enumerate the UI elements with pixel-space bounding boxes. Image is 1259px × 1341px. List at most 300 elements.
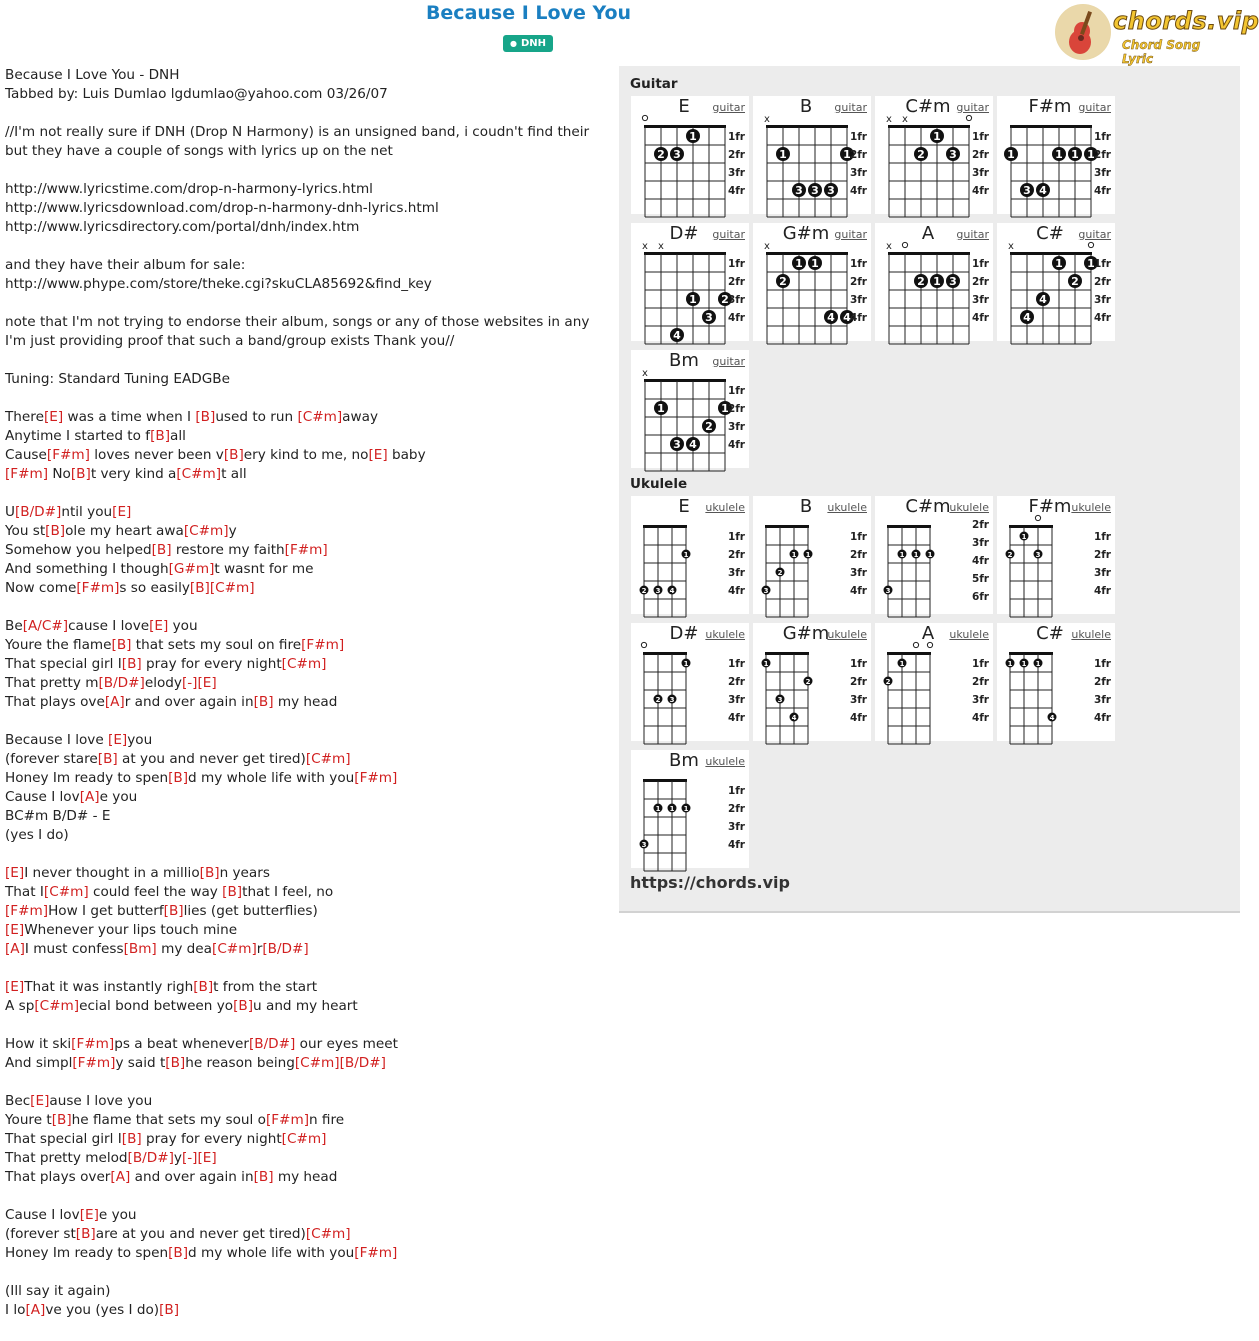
lyric-line: Because I Love You - DNH [5,67,180,83]
lyric-line: That plays over[A] and over again in[B] my head [5,1169,338,1185]
lyric-line: Youre the flame[B] that sets my soul on fire[F#m] [5,637,345,653]
finger-dot [884,586,893,596]
chord-link[interactable]: [A] [5,941,25,957]
person-icon: ● [509,39,517,48]
svg-text:3: 3 [673,148,681,161]
instrument-link[interactable]: ukulele [1071,628,1111,641]
lyric-line: [E]That it was instantly righ[B]t from the start [5,979,318,995]
instrument-link[interactable]: ukulele [705,628,745,641]
svg-text:1: 1 [657,402,665,415]
chord-link[interactable]: [B] [193,979,214,995]
lyric-line [5,484,610,503]
instrument-link[interactable]: ukulele [827,501,867,514]
chord-link[interactable]: [F#m] [76,580,120,596]
chord-name: A [921,223,935,244]
fret-label: 2fr [1093,149,1111,161]
fret-label: 4fr [971,555,989,567]
chord-link[interactable]: [B] [168,1245,189,1261]
chord-name: G#m [782,623,830,644]
finger-dot [1052,256,1066,270]
chord-link[interactable]: [C#m] [34,998,80,1014]
svg-text:4: 4 [1023,311,1031,324]
fret-label: 3fr [1093,294,1111,306]
lyric-line: (forever stare[B] at you and never get tired)[C#m] [5,751,351,767]
fret-label: 2fr [849,276,867,288]
finger-dot [790,550,799,560]
fret-label: 3fr [849,294,867,306]
svg-text:2: 2 [705,420,713,433]
svg-text:2: 2 [641,587,647,595]
muted-string-marker: x [886,114,892,125]
fret-label: 2fr [971,519,989,531]
finger-dot [682,659,691,669]
chord-link[interactable]: [B] [195,409,216,425]
fret-label: 1fr [849,258,867,270]
chord-name: D# [669,623,699,644]
finger-dot [804,677,813,687]
muted-string-marker: x [886,241,892,252]
chord-diagram-ukulele[interactable] [875,496,993,614]
lyric-line: U[B/D#]ntil you[E] [5,504,132,520]
svg-text:1: 1 [811,257,819,270]
svg-text:1: 1 [1007,148,1015,161]
chord-link[interactable]: [E] [79,1207,99,1223]
lyric-line: Cause[F#m] loves never been v[B]ery kind to me, no[E] baby [5,447,426,463]
svg-text:2: 2 [1071,275,1079,288]
chord-link[interactable]: [B] [70,466,91,482]
chord-link[interactable]: [C#m] [212,941,257,957]
fret-label: 2fr [971,149,989,161]
finger-dot [1006,659,1015,669]
lyric-line [5,1016,610,1035]
lyric-line: Somehow you helped[B] restore my faith[F#m] [5,542,328,558]
chord-diagram-ukulele[interactable] [631,496,749,614]
svg-text:4: 4 [843,311,851,324]
fret-label: 2fr [971,276,989,288]
chord-diagram-ukulele[interactable] [631,750,749,868]
svg-text:1: 1 [805,551,811,559]
chord-link[interactable]: [C#m] [176,466,222,482]
fret-label: 1fr [1093,258,1111,270]
chord-link[interactable]: [B] [97,751,118,767]
muted-string-marker: x [764,241,770,252]
chord-link[interactable]: [E] [149,618,169,634]
svg-text:2: 2 [1007,551,1013,559]
chord-link[interactable]: [B/D#] [98,675,145,691]
instrument-link[interactable]: guitar [956,228,989,241]
chord-link[interactable]: [C#m] [43,884,89,900]
lyric-line: http://www.lyricsdirectory.com/portal/dnh/index.htm [5,219,360,235]
svg-text:1: 1 [683,551,689,559]
chord-diagram-guitar[interactable] [631,96,749,214]
chord-name: Bm [669,350,699,371]
finger-dot [1034,659,1043,669]
lyric-line: Be[A/C#]cause I love[E] you [5,618,198,634]
chord-diagram-guitar[interactable] [753,223,871,341]
instrument-link[interactable]: guitar [1078,101,1111,114]
lyric-line: Bec[E]ause I love you [5,1093,153,1109]
artist-badge[interactable] [503,35,553,52]
chord-link[interactable]: [F#m] [72,1055,116,1071]
fret-label: 2fr [849,149,867,161]
chord-link[interactable]: [C#m] [281,1131,327,1147]
chord-link[interactable]: [C#m] [294,1055,340,1071]
artist-name: DNH [520,38,547,49]
fret-label: 1fr [727,385,745,397]
finger-dot [1036,292,1050,306]
finger-dot [654,401,668,415]
finger-dot [686,129,700,143]
muted-string-marker: x [1008,241,1014,252]
fret-label: 3fr [727,294,745,306]
finger-dot [702,310,716,324]
lyric-line: There[E] was a time when I [B]used to run [C#m]away [5,409,378,425]
lyric-line [5,351,610,370]
lyric-line: That special girl I[B] pray for every night[C#m] [5,656,327,672]
fret-label: 3fr [1093,167,1111,179]
svg-text:1: 1 [1071,148,1079,161]
chord-link[interactable]: [E] [108,732,128,748]
fret-label: 1fr [727,531,745,543]
chord-link[interactable]: [B/D#] [14,504,62,520]
fret-label: 2fr [1093,676,1111,688]
svg-text:1: 1 [779,148,787,161]
chord-link[interactable]: [F#m] [301,637,345,653]
finger-dot [682,804,691,814]
fret-label: 2fr [849,549,867,561]
finger-dot [790,713,799,723]
chord-diagram-guitar[interactable] [631,223,749,341]
chord-link[interactable]: [E] [5,979,25,995]
chord-link[interactable]: [F#m] [284,542,328,558]
svg-text:1: 1 [721,402,729,415]
chord-link[interactable]: [B] [151,542,172,558]
guitar-heading: Guitar [630,76,678,92]
chord-diagram-guitar[interactable] [753,96,871,214]
fret-label: 2fr [1093,549,1111,561]
instrument-link[interactable]: guitar [956,101,989,114]
chord-link[interactable]: [B] [199,865,220,881]
finger-dot [776,568,785,578]
svg-text:3: 3 [777,696,783,704]
finger-dot [776,695,785,705]
fret-label: 5fr [971,573,989,585]
muted-string-marker: x [642,368,648,379]
chord-link[interactable]: [Bm] [123,941,157,957]
guitar-logo-icon [1055,4,1111,60]
chord-link[interactable]: [E] [197,1150,217,1166]
lyric-line [5,161,610,180]
fret-label: 4fr [1093,585,1111,597]
song-title: Because I Love You [425,2,632,24]
svg-text:3: 3 [885,587,891,595]
finger-dot [1048,713,1057,723]
chord-link[interactable]: [C#m] [305,751,351,767]
fret-label: 4fr [971,312,989,324]
lyric-line: http://www.lyricsdownload.com/drop-n-harmony-dnh-lyrics.html [5,200,439,216]
svg-text:3: 3 [949,148,957,161]
finger-dot [804,550,813,560]
chord-link[interactable]: [B] [189,580,210,596]
fret-label: 3fr [727,167,745,179]
chord-diagram-guitar[interactable] [875,223,993,341]
chord-diagram-guitar[interactable] [997,96,1115,214]
site-logo[interactable] [1055,4,1259,66]
chord-link[interactable]: [F#m] [5,466,49,482]
finger-dot [654,804,663,814]
fret-label: 3fr [971,694,989,706]
lyric-line [5,598,610,617]
fret-label: 1fr [1093,131,1111,143]
svg-text:2: 2 [805,678,811,686]
svg-text:3: 3 [811,184,819,197]
finger-dot [792,183,806,197]
chord-link[interactable]: [B] [163,903,184,919]
svg-text:2: 2 [917,275,925,288]
finger-dot [930,129,944,143]
instrument-link[interactable]: guitar [834,228,867,241]
fret-label: 3fr [971,537,989,549]
chord-link[interactable]: [E] [112,504,132,520]
chord-link[interactable]: [C#m] [305,1226,351,1242]
chord-link[interactable]: [B] [222,884,243,900]
svg-text:3: 3 [949,275,957,288]
chord-link[interactable]: [B] [233,998,254,1014]
finger-dot [654,695,663,705]
svg-text:3: 3 [1023,184,1031,197]
chord-diagram-guitar[interactable] [997,223,1115,341]
svg-text:1: 1 [1007,660,1013,668]
chord-diagram-ukulele[interactable] [631,623,749,741]
chord-name: Bm [669,750,699,771]
fret-label: 3fr [727,567,745,579]
chord-link[interactable]: [-] [181,1150,198,1166]
chord-link[interactable]: [B/D#] [127,1150,174,1166]
chord-link[interactable]: [E] [197,675,217,691]
chord-link[interactable]: [F#m] [265,1112,309,1128]
svg-text:4: 4 [669,587,675,595]
finger-dot [1052,147,1066,161]
fret-label: 3fr [1093,567,1111,579]
svg-text:3: 3 [763,587,769,595]
chord-link[interactable]: [A/C#] [22,618,69,634]
chord-link[interactable]: [F#m] [354,770,398,786]
svg-text:1: 1 [1021,533,1027,541]
svg-text:1: 1 [1021,660,1027,668]
svg-text:1: 1 [689,293,697,306]
svg-text:4: 4 [1039,293,1047,306]
instrument-link[interactable]: ukulele [1071,501,1111,514]
lyric-line: I'm just providing proof that such a band/group exists Thank you// [5,333,455,349]
instrument-link[interactable]: guitar [834,101,867,114]
svg-text:4: 4 [673,329,681,342]
lyric-line: I lo[A]ve you (yes I do)[B] [5,1302,180,1318]
lyric-line: (Ill say it again) [5,1283,111,1299]
svg-text:3: 3 [795,184,803,197]
lyric-line [5,845,610,864]
finger-dot [930,274,944,288]
finger-dot [1004,147,1018,161]
chord-link[interactable]: [B] [168,770,189,786]
chord-link[interactable]: [F#m] [5,903,49,919]
muted-string-marker: x [764,114,770,125]
chord-link[interactable]: [F#m] [71,1036,115,1052]
chord-diagram-ukulele[interactable] [997,496,1115,614]
chord-link[interactable]: [B] [45,523,66,539]
fret-label: 1fr [971,658,989,670]
chord-link[interactable]: [C#m] [183,523,229,539]
finger-dot [824,310,838,324]
instrument-link[interactable]: ukulele [827,628,867,641]
chord-link[interactable]: [E] [368,447,388,463]
svg-text:1: 1 [1035,660,1041,668]
chord-link[interactable]: [C#m] [281,656,327,672]
chord-link[interactable]: [B] [121,1131,142,1147]
chord-name: C#m [905,496,951,517]
chord-link[interactable]: [B] [51,1112,72,1128]
lyric-line: That plays ove[A]r and over again in[B] my head [5,694,338,710]
chord-link[interactable]: [A] [79,789,100,805]
fret-label: 1fr [727,258,745,270]
finger-dot [682,550,691,560]
finger-dot [884,677,893,687]
fret-label: 3fr [727,821,745,833]
muted-string-marker: x [658,241,664,252]
chord-link[interactable]: [-] [181,675,198,691]
finger-dot [670,437,684,451]
finger-dot [1036,183,1050,197]
chord-link[interactable]: [A] [25,1302,46,1318]
chord-link[interactable]: [B] [223,447,244,463]
finger-dot [1068,147,1082,161]
ukulele-heading: Ukulele [630,476,688,492]
instrument-link[interactable]: guitar [712,355,745,368]
lyric-line: Anytime I started to f[B]all [5,428,186,444]
chord-diagram-ukulele[interactable] [753,496,871,614]
chord-link[interactable]: [E] [43,409,64,425]
chord-diagram-ukulele[interactable] [875,623,993,741]
svg-text:1: 1 [689,130,697,143]
finger-dot [776,147,790,161]
svg-text:1: 1 [1087,257,1095,270]
fret-label: 4fr [727,585,745,597]
lyric-line: [E]I never thought in a millio[B]n years [5,865,270,881]
instrument-link[interactable]: guitar [712,228,745,241]
lyric-line: //I'm not really sure if DNH (Drop N Harmony) is an unsigned band, i coudn't find their [5,124,590,140]
lyric-line: (yes I do) [5,827,69,843]
fret-label: 2fr [727,403,745,415]
lyric-line: That special girl I[B] pray for every night[C#m] [5,1131,327,1147]
instrument-link[interactable]: ukulele [705,755,745,768]
finger-dot [668,695,677,705]
site-url[interactable]: https://chords.vip [630,873,790,892]
svg-text:4: 4 [791,714,797,722]
finger-dot [1020,659,1029,669]
fret-label: 4fr [1093,312,1111,324]
chord-link[interactable]: [B] [253,694,274,710]
chord-link[interactable]: [F#m] [46,447,90,463]
finger-dot [824,183,838,197]
instrument-link[interactable]: ukulele [949,628,989,641]
chord-link[interactable]: [C#m] [209,580,255,596]
chord-name: B [799,496,813,517]
finger-dot [898,659,907,669]
chord-link[interactable]: [A] [110,1169,131,1185]
fret-label: 3fr [971,167,989,179]
instrument-link[interactable]: guitar [1078,228,1111,241]
chord-link[interactable]: [C#m] [297,409,343,425]
chord-link[interactable]: [A] [104,694,125,710]
finger-dot [926,550,935,560]
finger-dot [762,659,771,669]
lyric-line: Youre t[B]he flame that sets my soul o[F#m]n fire [5,1112,345,1128]
fret-label: 2fr [727,803,745,815]
chord-link[interactable]: [B/D#] [248,1036,296,1052]
svg-text:1: 1 [1055,148,1063,161]
chord-diagram-guitar[interactable] [875,96,993,214]
fret-label: 1fr [971,258,989,270]
chord-link[interactable]: [G#m] [168,561,215,577]
lyric-line [5,294,610,313]
fret-label: 3fr [727,421,745,433]
lyric-line: and they have their album for sale: [5,257,246,273]
fret-label: 6fr [971,591,989,603]
lyric-line: (forever st[B]are at you and never get tired)[C#m] [5,1226,351,1242]
finger-dot [686,437,700,451]
chord-link[interactable]: [B] [253,1169,274,1185]
chord-link[interactable]: [B] [150,428,170,444]
svg-text:1: 1 [795,257,803,270]
instrument-link[interactable]: guitar [712,101,745,114]
lyric-line: [F#m] No[B]t very kind a[C#m]t all [5,466,247,482]
chord-link[interactable]: [F#m] [354,1245,398,1261]
instrument-link[interactable]: ukulele [949,501,989,514]
fret-label: 4fr [727,712,745,724]
chord-link[interactable]: [B] [121,656,142,672]
fret-label: 3fr [849,567,867,579]
chord-diagram-ukulele[interactable] [753,623,871,741]
chord-link[interactable]: [E] [5,922,25,938]
lyric-line: Honey Im ready to spen[B]d my whole life with you[F#m] [5,1245,398,1261]
fret-label: 1fr [971,131,989,143]
fret-label: 4fr [849,185,867,197]
chord-link[interactable]: [E] [5,865,25,881]
fret-label: 2fr [1093,276,1111,288]
svg-text:1: 1 [683,805,689,813]
chord-diagram-ukulele[interactable] [997,623,1115,741]
fret-label: 4fr [727,312,745,324]
chord-link[interactable]: [B] [75,1226,96,1242]
svg-text:1: 1 [1087,148,1095,161]
svg-text:4: 4 [1049,714,1055,722]
finger-dot [762,586,771,596]
chord-link[interactable]: [B] [159,1302,180,1318]
chord-link[interactable]: [B/D#] [339,1055,386,1071]
lyric-line [5,1073,610,1092]
fret-label: 1fr [1093,658,1111,670]
chord-link[interactable]: [E] [30,1093,50,1109]
finger-dot [1034,550,1043,560]
instrument-link[interactable]: ukulele [705,501,745,514]
fret-label: 1fr [727,785,745,797]
lyric-line: Cause I lov[E]e you [5,1207,137,1223]
chord-link[interactable]: [B] [111,637,132,653]
chord-diagram-guitar[interactable] [631,350,749,468]
svg-text:1: 1 [899,660,905,668]
chord-link[interactable]: [B] [165,1055,186,1071]
chord-name: E [678,96,690,117]
chord-link[interactable]: [B/D#] [262,941,309,957]
